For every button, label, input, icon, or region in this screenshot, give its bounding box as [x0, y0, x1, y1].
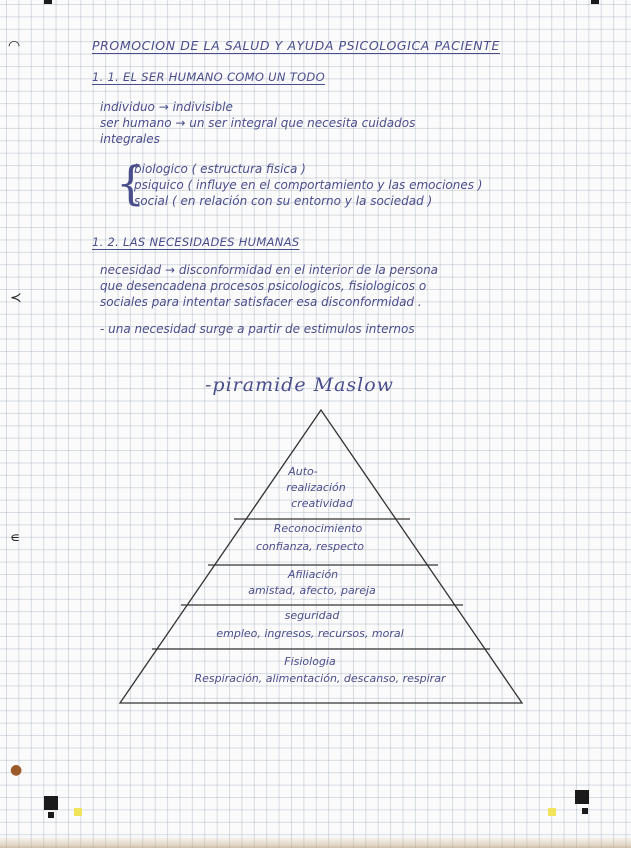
aspect-biologico: biologico ( estructura fisica ) [134, 162, 306, 176]
note-line: - una necesidad surge a partir de estimulos internos [100, 322, 415, 336]
pyramid-level-items: realización [286, 481, 346, 494]
pyramid-level-name: Auto- [288, 465, 318, 478]
section-heading-2: 1. 2. LAS NECESIDADES HUMANAS [92, 235, 300, 249]
scan-marker-icon [74, 808, 82, 816]
aspect-psiquico: psiquico ( influye en el comportamiento y las emociones ) [134, 178, 483, 192]
pyramid-level-name: Fisiologia [284, 655, 336, 668]
note-line: necesidad → disconformidad en el interior de la persona [100, 263, 439, 277]
binder-ring-icon: ≺ [10, 290, 22, 306]
note-line: que desencadena procesos psicologicos, fisiologicos o [100, 279, 427, 293]
page-title: PROMOCION DE LA SALUD Y AYUDA PSICOLOGICA PACIENTE [92, 38, 500, 53]
note-line: sociales para intentar satisfacer esa disconformidad . [100, 295, 422, 309]
pyramid-level-extra: creatividad [291, 497, 353, 510]
binder-ring-icon: ● [10, 762, 23, 778]
section-heading-1: 1. 1. EL SER HUMANO COMO UN TODO [92, 70, 325, 84]
pyramid-title: -piramide Maslow [205, 374, 394, 396]
brace-symbol: { [116, 156, 146, 210]
scan-marker-icon [575, 790, 589, 804]
aspect-social: social ( en relación con su entorno y la sociedad ) [134, 194, 433, 208]
scan-marker-icon [48, 812, 54, 818]
note-line: individuo → indivisible [100, 100, 233, 114]
scan-marker-icon [44, 796, 58, 810]
note-line: ser humano → un ser integral que necesita cuidados [100, 116, 416, 130]
scan-marker-icon [591, 0, 599, 4]
binder-ring-icon: ∊ [10, 530, 21, 546]
pyramid-level-items: empleo, ingresos, recursos, moral [216, 627, 404, 640]
scan-marker-icon [44, 0, 52, 4]
page-edge-shadow [0, 836, 631, 848]
pyramid-level-items: Respiración, alimentación, descanso, respirar [194, 672, 446, 685]
scan-marker-icon [582, 808, 588, 814]
pyramid-level-items: amistad, afecto, pareja [248, 584, 376, 597]
pyramid-level-items: confianza, respecto [256, 540, 364, 553]
pyramid-level-name: Reconocimiento [273, 522, 363, 535]
scan-marker-icon [548, 808, 556, 816]
pyramid-level-name: Afiliación [287, 568, 339, 581]
note-line: integrales [100, 132, 160, 146]
binder-ring-icon: ◠ [8, 38, 21, 54]
pyramid-level-name: seguridad [284, 609, 340, 622]
